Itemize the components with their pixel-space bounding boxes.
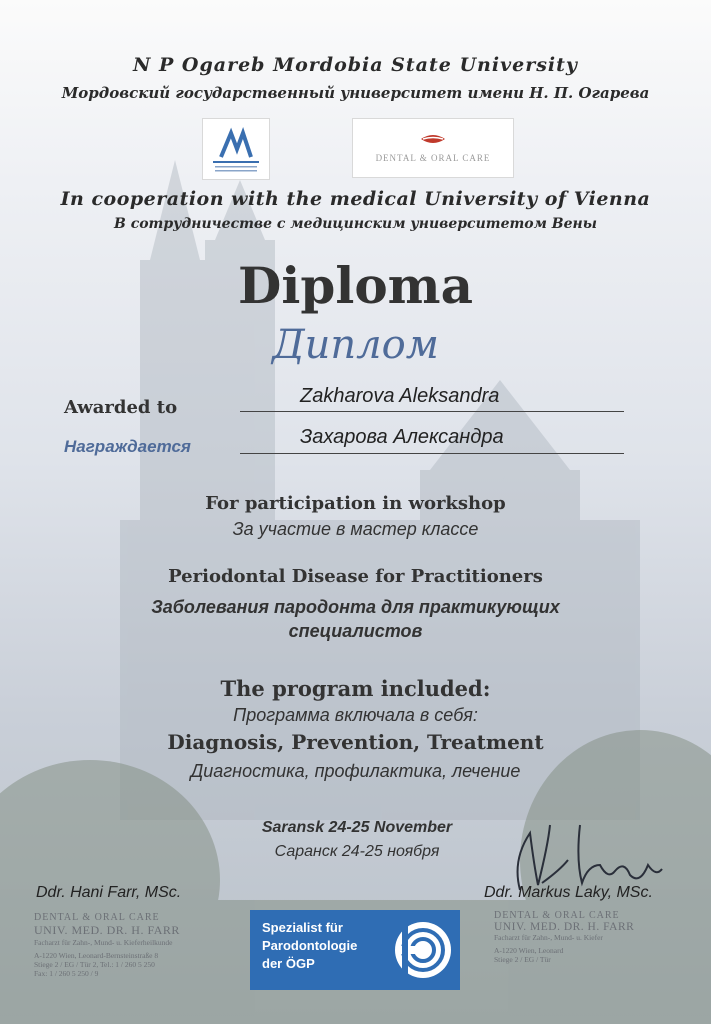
diploma-title-en: Diploma	[238, 256, 473, 315]
stamp-right	[494, 910, 694, 964]
workshop-title-en: Periodontal Disease for Practitioners	[168, 566, 543, 587]
program-heading-en: The program included:	[220, 676, 491, 701]
signatory-right-name: Ddr. Markus Laky, MSc.	[484, 884, 653, 901]
cooperation-en: In cooperation with the medical University of Vienna	[60, 188, 651, 210]
stamp-left-line3: Facharzt für Zahn-, Mund- u. Kieferheilkunde	[34, 938, 173, 947]
stamp-right-line3: Facharzt für Zahn-, Mund- u. Kiefer	[494, 933, 603, 942]
stamp-left-line6: Fax: 1 / 260 5 250 / 9	[34, 969, 99, 978]
stamp-right-line1: DENTAL & ORAL CARE	[494, 910, 620, 921]
partner-logo-text: DENTAL & ORAL CARE	[375, 153, 491, 163]
program-heading-ru: Программа включала в себя:	[233, 705, 478, 725]
stamp-right-line5: Stiege 2 / EG / Tür	[494, 955, 551, 964]
stamp-right-line2: UNIV. MED. DR. H. FARR	[494, 921, 635, 933]
awarded-label-ru: Награждается	[64, 437, 191, 456]
event-place-date-en: Saransk 24-25 November	[261, 819, 453, 836]
stamp-right-line4: A-1220 Wien, Leonard	[494, 946, 564, 955]
dental-oral-care-logo	[352, 118, 514, 178]
participation-ru: За участие в мастер классе	[232, 519, 479, 539]
recipient-name-en: Zakharova Aleksandra	[300, 385, 500, 407]
program-items-ru: Диагностика, профилактика, лечение	[190, 761, 521, 781]
signatory-left-name: Ddr. Hani Farr, MSc.	[36, 884, 182, 901]
stamp-left	[34, 912, 254, 978]
ogp-specialist-badge	[250, 910, 460, 990]
university-title-ru: Мордовский государственный университет имени Н. П. Огарева	[61, 84, 650, 102]
stamp-left-line1: DENTAL & ORAL CARE	[34, 912, 160, 923]
stamp-left-line2: UNIV. MED. DR. H. FARR	[34, 923, 180, 937]
stamp-left-line5: Stiege 2 / EG / Tür 2, Tel.: 1 / 260 5 250	[34, 960, 155, 969]
program-items-en: Diagnosis, Prevention, Treatment	[167, 730, 544, 754]
recipient-name-ru: Захарова Александра	[300, 426, 504, 448]
cooperation-ru: В сотрудничестве с медицинским университетом Вены	[113, 216, 597, 232]
workshop-title-ru-line2: специалистов	[288, 621, 423, 641]
workshop-title-ru-line1: Заболевания пародонта для практикующих	[151, 597, 560, 617]
university-title-en: N P Ogareb Mordobia State University	[133, 54, 578, 76]
stamp-left-line4: A-1220 Wien, Leonard-Bernsteinstraße 8	[34, 951, 159, 960]
diploma-title-ru: Диплом	[272, 322, 439, 368]
name-underline-en	[240, 411, 624, 412]
event-place-date-ru: Саранск 24-25 ноября	[274, 843, 440, 860]
badge-line3: der ÖGP	[262, 956, 315, 971]
badge-line2: Parodontologie	[262, 938, 358, 953]
awarded-label-en: Awarded to	[64, 397, 178, 418]
ogp-logo-icon	[392, 918, 454, 982]
name-underline-ru	[240, 453, 624, 454]
badge-line1: Spezialist für	[262, 920, 343, 935]
participation-en: For participation in workshop	[205, 493, 506, 514]
university-logo	[202, 118, 270, 180]
